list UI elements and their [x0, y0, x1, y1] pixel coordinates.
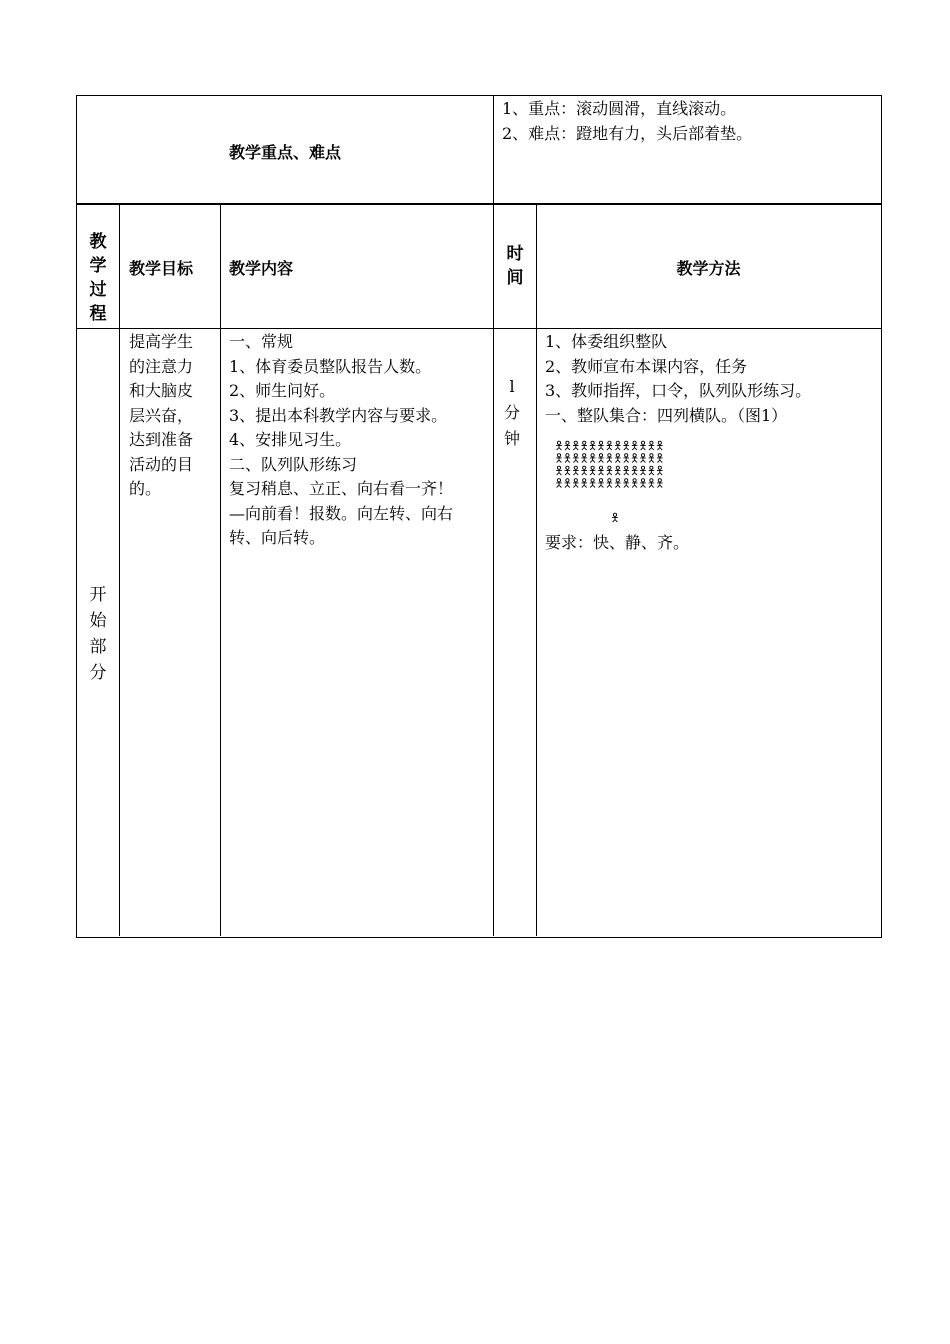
student-figure [573, 479, 579, 488]
content-line: 复习稍息、立正、向右看一齐！ [229, 479, 454, 498]
header-process-char: 学 [89, 256, 107, 276]
student-figure [581, 454, 587, 463]
student-figure [598, 441, 604, 450]
student-figure [623, 454, 629, 463]
goal-line: 的。 [129, 479, 162, 498]
student-figure [565, 454, 571, 463]
student-figure [607, 441, 613, 450]
student-figure [581, 479, 587, 488]
student-figure [598, 479, 604, 488]
student-figure [632, 466, 638, 475]
time-char: 分 [503, 403, 520, 422]
header-process [77, 230, 119, 326]
key-points-divider [493, 95, 494, 204]
content-line: 3、提出本科教学内容与要求。 [229, 405, 448, 425]
header-time [494, 242, 536, 290]
key-points-header: 教学重点、难点 [228, 143, 341, 162]
goal-line: 的注意力 [129, 356, 194, 376]
student-figure [556, 479, 562, 488]
student-figure [649, 466, 655, 475]
student-figure [657, 454, 663, 463]
content-line: 转、向后转。 [229, 528, 326, 547]
student-figure [581, 441, 587, 450]
goal-line: 达到准备 [129, 430, 194, 449]
student-figure [657, 479, 663, 488]
student-figure [573, 454, 579, 463]
student-figure [649, 454, 655, 463]
student-figure [607, 479, 613, 488]
key-point-item: 2、难点：蹬地有力，头后部着垫。 [502, 123, 753, 143]
student-figure [556, 454, 562, 463]
time-char: l [509, 377, 515, 396]
goal-line: 活动的目 [129, 454, 194, 474]
goal-line: 和大脑皮 [129, 381, 194, 400]
header-process-char: 过 [89, 280, 107, 300]
student-figure [598, 466, 604, 475]
key-point-item: 1、重点：滚动圆滑，直线滚动。 [502, 99, 737, 118]
method-line: 2、教师宣布本课内容，任务 [545, 356, 748, 376]
student-figure [565, 479, 571, 488]
method-line: 1、体委组织整队 [545, 332, 668, 351]
section-label-char: 始 [89, 611, 107, 631]
col-divider [493, 203, 494, 936]
student-figure [590, 454, 596, 463]
student-figure [615, 466, 621, 475]
content-line: 一、常规 [229, 332, 294, 351]
student-figure [573, 441, 579, 450]
section-label-char: 开 [89, 585, 107, 605]
student-figure [623, 479, 629, 488]
method-line: 一、整队集合：四列横队。（图1） [545, 405, 788, 425]
section-label-char: 分 [89, 663, 107, 683]
student-figure [615, 454, 621, 463]
header-process-char: 教 [89, 232, 107, 252]
student-figure [632, 479, 638, 488]
goal-text [129, 330, 193, 502]
student-figure [573, 466, 579, 475]
content-line: 4、安排见习生。 [229, 430, 352, 449]
student-figure [581, 466, 587, 475]
section-label-char: 部 [89, 637, 107, 657]
key-points-list [502, 97, 752, 146]
col-divider [220, 203, 221, 936]
time-char: 钟 [503, 429, 520, 448]
student-figure [640, 454, 646, 463]
student-figure [590, 441, 596, 450]
student-figure [607, 466, 613, 475]
student-figure [640, 479, 646, 488]
student-figure [649, 441, 655, 450]
col-divider [119, 203, 120, 936]
section-label-start [77, 582, 119, 686]
student-figure [556, 441, 562, 450]
formation-diagram [552, 438, 692, 528]
col-divider [536, 203, 537, 936]
header-process-char: 程 [89, 304, 107, 324]
student-figure [640, 441, 646, 450]
method-text [545, 330, 811, 428]
student-figure [623, 466, 629, 475]
content-line: 2、师生问好。 [229, 381, 336, 400]
student-figure [649, 479, 655, 488]
student-figure [657, 466, 663, 475]
student-figure [565, 441, 571, 450]
student-figure [598, 454, 604, 463]
student-figure [565, 466, 571, 475]
header-content: 教学内容 [229, 259, 294, 278]
header-method: 教学方法 [676, 259, 741, 278]
header-time-char: 时 [506, 244, 524, 264]
content-line: 二、队列队形练习 [229, 454, 358, 474]
student-figure [632, 441, 638, 450]
student-figure [615, 479, 621, 488]
student-figure [556, 466, 562, 475]
student-figure [632, 454, 638, 463]
content-line: —向前看！报数。向左转、向右 [229, 503, 454, 523]
time-text [499, 374, 525, 452]
requirement-text: 要求：快、静、齐。 [545, 533, 690, 552]
teacher-figure [612, 513, 618, 522]
student-figure [657, 441, 663, 450]
student-figure [590, 466, 596, 475]
student-figure [607, 454, 613, 463]
goal-line: 提高学生 [129, 332, 194, 351]
student-figure [640, 466, 646, 475]
method-line: 3、教师指挥，口令，队列队形练习。 [545, 381, 812, 400]
content-text [229, 330, 453, 551]
student-figure [623, 441, 629, 450]
student-figure [590, 479, 596, 488]
goal-line: 层兴奋， [129, 405, 194, 425]
header-time-char: 间 [506, 268, 524, 288]
content-line: 1、体育委员整队报告人数。 [229, 356, 432, 376]
header-goal: 教学目标 [129, 259, 194, 278]
student-figure [615, 441, 621, 450]
process-table [76, 203, 882, 938]
table-header-separator [76, 328, 881, 329]
